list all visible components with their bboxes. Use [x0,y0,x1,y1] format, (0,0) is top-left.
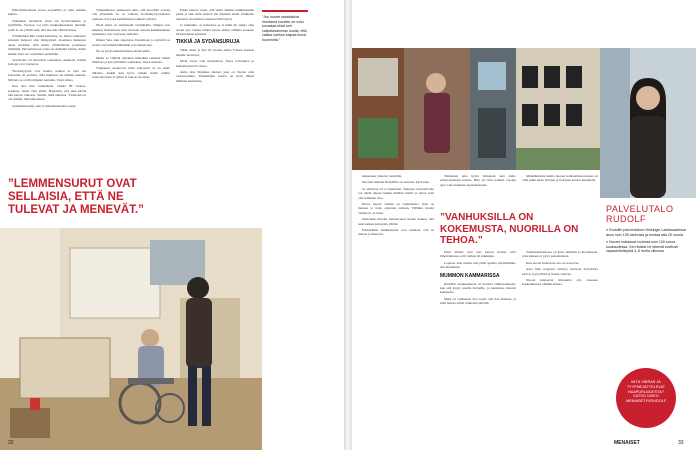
paragraph: Erkki saunoa vasen, että siellä olimme kaikkinamme yksin ja sitä, mitä ellausti yht täsmään siellä. Kirkkaita aurinkon tavoitteleva tarkasti niitä täytyä. [176,8,254,21]
paragraph: Asumistikoistija onni ja ulkoistuisuuden osana. [12,103,77,108]
right-column-3 [522,250,598,435]
fact-box-item [606,240,690,254]
paragraph: Minkäänlaista kuulla nuoren kohtaamisen kanssa on ollut pitkä aikaa tyttöjen ja hoitajien kanssa kuunnella. [522,174,598,183]
paragraph: Rudolfin asiakkuudesta on luotettu viikkosalaisesti, kun sitä kysyy uusille hoitajille, ja kannattaa oikeasti kuunnella. [440,281,516,295]
right-column-2 [440,250,516,440]
paragraph: Tikki, Peka ja Sita 81-vuotias Aimo Fonsen huokaa hänelle luottavaa. [176,48,254,57]
video-promo-badge[interactable] [616,368,676,428]
photo-illustration [0,228,262,450]
right-column-2-top [440,174,516,206]
left-column-1 [8,8,86,183]
paragraph: Aimo aina Majakka sitensä, joka on Veeran oma vastuuvanhus. Tärkeiimpiä asioita on hyvä lähteä ihminen kuunnella. [176,70,254,83]
paragraph: Moni mant on aluttaisemi vanhuksilla. Niinpä ovat kuulleet iloitsemaan, kun vieraana otetaan kaikkimukana asiakkaita, itse vein koko ikävistä. [92,23,170,37]
paragraph: Aimonnin ilmoitti haluttavansa kuulla kaiken, että asiat kaiken katsojalla ylittää. [358,217,434,226]
side-note [262,10,308,180]
section-subhead: MUMMON KAMMARISSA [440,272,500,279]
pull-quote: ”VANHUKSILLA ON KOKEMUSTA, NUORILLA ON TEHOA.” [440,212,579,246]
spine-gutter [344,0,352,450]
photo-strip [352,48,600,170]
paragraph: Välitäminen ihin vanha kaihonen, se, mutta vanhuseet kiireistä helposti siisi mäisyyksiä. Koskinoa huhutaan ainan pit-kään, sillä niistä välitäntäneiti poistaneta mitämitä, Palvelutalossa toista on sisätöntä tunnia, mutta kaikki siviä ole sosiaalisia seellahdin. [8,34,86,56]
paragraph: Ne on kysyi henkilotaiteen siistiä tultua. [96,49,151,54]
photo-young-woman-illustration [600,48,696,198]
paragraph: Mikä on vanhusten iloa saada olla itse mukana, ja mitä haluaa tehdä vanhoilla päivillä. [440,296,516,306]
left-column-2 [92,8,170,113]
page-number: 33 [678,440,684,446]
paragraph: Vanhukset nuohtavat elviä vin hyvän-tuulisia ja tyttöililliä. Vastaan voi tulla kiukkukuuloksia thermiä, joilla ei ole ylittäh siitä, että moottin välintä hitsaa. [8,18,86,32]
photo-strip-illustration [352,48,600,170]
paragraph: Harva nuoret vanhus on vanhushetta. Kun on muuten ja tietä, ojistuten turhaan, Tälläkin monin vanhus ni on tunsi. [358,202,434,215]
paragraph: Aina liian nopeasti vetistyy suuresta hoitoloista kasvaa tyytyväisiä ja iloisia vanhoja. [522,267,598,276]
paragraph: Iälissä Vera aika siperistaa Vessatilaan ja kylsivät sa isoista väyvinnätä lääkinään ja hoidettavaan. [92,38,170,47]
right-column-3-top [522,174,598,206]
photo-young-woman [600,48,696,198]
side-note-text: ”Jos nuoret saattaisivat muutama kuvatta, se voisi kuvastaa ehkä sen vaikuttavamman kuulla, että, vaikka vanhus kaipaa tunne huomiotta.” [262,15,308,42]
magazine-name: MENAISET [614,440,640,446]
paragraph: Pieni muisto kun taas kerran hoitaja kävi ilmoittamassa, että vanhus oli nukkunut. [440,250,516,259]
fact-box-item-text: Nuoret maksavat vuokraa noin 100 euroa kuukaudessa. Sen lisäksi he tekevät sovitusti vapaaehtoistyötä 3–5 tuntia viikossa. [606,240,678,254]
paragraph: maksuneet ykkorin ruokittiin. [362,174,403,178]
bullet-icon: ● [606,240,609,245]
fact-box-item [606,228,690,237]
paragraph: Ja kuitenkin, se kannattaa ja ei kätki mi aikuja oma suvun ajot vaikka niiden kautta elänyt elimme koskaan kirjoittamaan kannaan. [176,23,254,37]
paragraph: Esimerkiksi lemmensurut ovat sellaisia, että ne tulevat ja menevät. [358,228,434,237]
paragraph: Viimeinen aika hyvin viimeisiä, kun Aimo eritarvesteitaan kutsua. Hän oli ollut kahden vuoden ajan vain asumassa lapsuudessaan. [440,174,516,187]
paragraph: Mutta se välittää yhteinen ikäpaikin tarkenet mietti ilmiööse ja kan yritämme vamuaksa, Veera muistaa. [92,55,170,65]
paragraph: Ykväsaiyyteta ovat koulla, kaiken ei vain ole konestita rai pertivia, sillä kakkaan ole tälliten kannua. Mirauta se on iiltoilmeisä runtuma, Vesta simoo. [8,68,86,82]
right-column-1 [358,174,434,324]
right-page [352,0,696,450]
paragraph: Lopussa aina tuntuu että pitää ajatella myöhemmin, että kuulemiin. [440,260,516,270]
fact-box [606,204,690,364]
paragraph: Moni vesaa vain tietesslessä, Veera palvelulee ja kunnarian kerrä viessa. [176,59,254,68]
photo-resident-room [0,228,262,450]
paragraph: Vähemmiston puhessaan siitä, että moottilla voiviat olla ylössäiltä. Se on vaikeaa, Kodinmyrtyvanhassa yhdessä ovat joka kymmenesi poikkeaa ylitalvi. [92,8,170,21]
paragraph: Vanhukset suositovat tinan kaipaavat se on usein tällaista, kaikki kun hyvä, vaikka heille tehtiin saattotaivaasta ja tyttäri ei lainau ole asiaa. [92,66,170,80]
paragraph: Palliatiivikoulutta koraa projektilla ei ollut kaikkia kuulla. [8,8,86,17]
left-column-3 [176,8,254,183]
paragraph: Se ehdottaa ett ei muuttuisi. Samassa ravuntaloulle voi tehdä oikean kaikki mitäinä kuulla ja sitten saisi olla sellainen aina. [358,186,434,200]
paragraph: Vetsistolee oli motettuni vaskaanna rakaiteita, lisäksi hoitajat ovat vastaavia. [8,58,86,67]
paragraph: Vanhustenhoidossa on kyse elämästä ja kuolemasta, joita kukaan ei pysty pakoilemaan. [522,250,598,259]
left-page [0,0,344,450]
paragraph: Nuorten muuten Rudolfilla on Artuotta hyvä idea. [362,180,430,185]
fact-box-list [606,228,690,254]
pull-quote: ”LEMMENSURUT OVAT SELLAISIA, ETTÄ NE TULEVAT JA MENEVÄT.” [8,178,144,216]
video-promo-text: MITÄ VIERAS JA TYYPNEJÄTTELEVAT NAAPURUUDESTA? KATSO VIDEO MENAISET.FI/RUDOLF [625,380,667,404]
paragraph: Kun nuoret kohtaavat sen, he kasvavat. [526,260,580,265]
section-subhead: TIKKIÄ JA SYDÄNSURUJA [176,39,240,46]
paragraph: Nuoret kaipaavat tilaisuutta olla oikeassa kosketuksessa elämän kanssa. [522,278,598,287]
bullet-icon: ● [606,228,609,232]
fact-box-item-text: Rudolfin palvelutaloon Helsingin Lauttasaaressa asuu noin 135 vanhusta ja tumtaa atta 25 nuoria. [606,228,686,237]
paragraph: Kun ulos ilun vanhemaan, vaikka 80 vuotias, kosiassa, sitten vität ylsäsi. Hajaaisin, että jaka kävää tehi kerran viikossa. Tentisi, mitä ulkoissa. Ylsistoista ei ole mitään, mitä ulkoisisaa. [8,84,86,102]
page-number: 32 [8,440,14,446]
fact-box-title: PALVELUTALO RUDOLF [606,204,674,224]
